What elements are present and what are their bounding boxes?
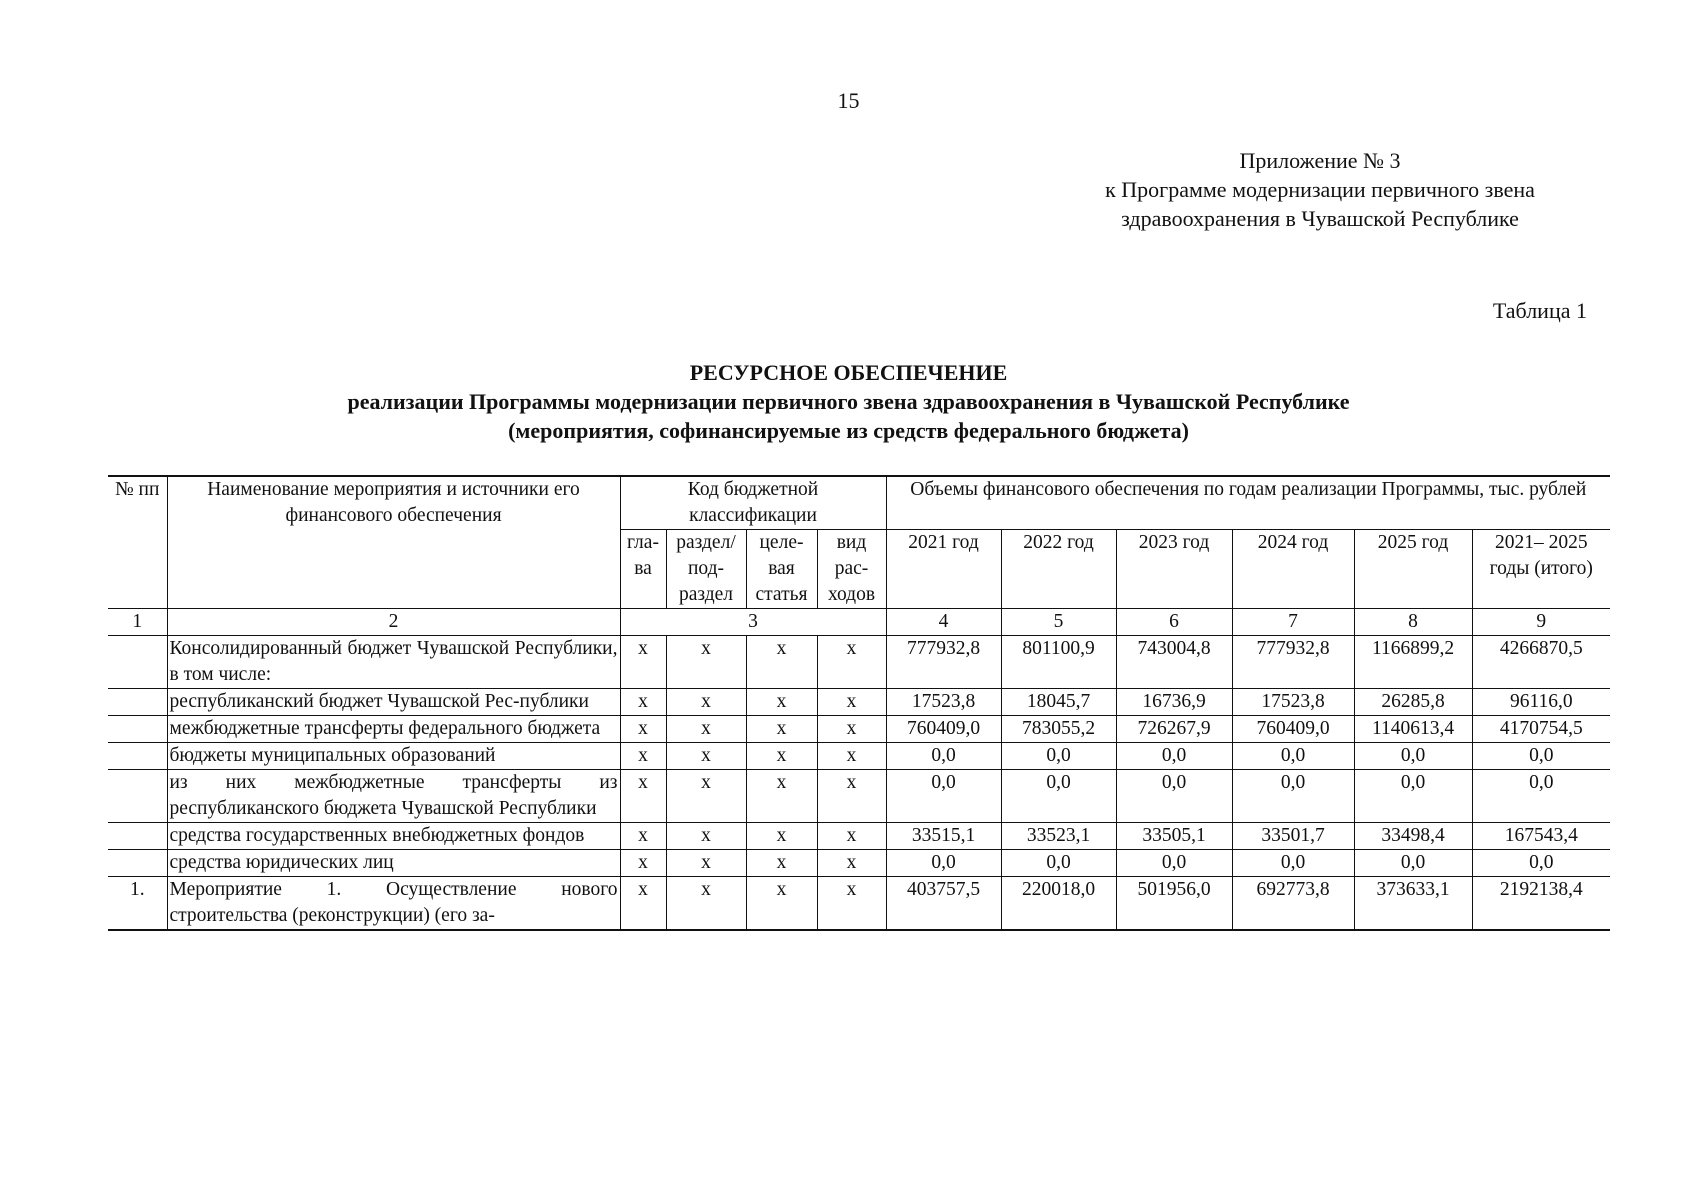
row-value: 17523,8 <box>886 689 1001 716</box>
table-row <box>108 770 1610 823</box>
table-row <box>108 689 1610 716</box>
row-code: х <box>620 689 666 716</box>
row-value: 96116,0 <box>1472 689 1610 716</box>
row-code: х <box>666 716 746 743</box>
header-year: 2024 год <box>1232 530 1354 609</box>
row-value: 0,0 <box>1232 770 1354 823</box>
row-code: х <box>620 877 666 931</box>
row-value: 783055,2 <box>1001 716 1116 743</box>
row-name: межбюджетные трансферты федерального бюджета <box>167 716 620 743</box>
row-number <box>108 770 167 823</box>
row-value: 18045,7 <box>1001 689 1116 716</box>
table-row <box>108 636 1610 689</box>
row-value: 692773,8 <box>1232 877 1354 931</box>
table-row <box>108 877 1610 931</box>
row-code: х <box>666 689 746 716</box>
row-value: 0,0 <box>1001 850 1116 877</box>
row-value: 760409,0 <box>886 716 1001 743</box>
row-number <box>108 823 167 850</box>
row-code: х <box>817 743 886 770</box>
row-code: х <box>746 877 817 931</box>
row-name: из них межбюджетные трансферты из республиканского бюджета Чувашской Республики <box>167 770 620 823</box>
header-year: 2021 год <box>886 530 1001 609</box>
column-number: 6 <box>1116 609 1232 636</box>
row-value: 0,0 <box>1001 770 1116 823</box>
row-value: 1140613,4 <box>1354 716 1472 743</box>
row-code: х <box>817 636 886 689</box>
row-code: х <box>746 823 817 850</box>
row-value: 0,0 <box>1116 770 1232 823</box>
row-value: 33498,4 <box>1354 823 1472 850</box>
header-num: № пп <box>108 476 167 609</box>
row-value: 0,0 <box>1354 850 1472 877</box>
page-number: 15 <box>837 88 860 113</box>
appendix-line: Приложение № 3 <box>1239 148 1401 173</box>
row-code: х <box>666 850 746 877</box>
header-year: 2021– 2025 годы (итого) <box>1472 530 1610 609</box>
resource-table <box>108 475 1610 931</box>
header-code-col: гла-ва <box>620 530 666 609</box>
row-code: х <box>620 770 666 823</box>
row-code: х <box>746 850 817 877</box>
column-number: 8 <box>1354 609 1472 636</box>
row-value: 167543,4 <box>1472 823 1610 850</box>
row-number <box>108 716 167 743</box>
table-row <box>108 823 1610 850</box>
row-value: 777932,8 <box>1232 636 1354 689</box>
row-code: х <box>620 636 666 689</box>
row-name: бюджеты муниципальных образований <box>167 743 620 770</box>
row-value: 0,0 <box>1472 850 1610 877</box>
header-code-col: вид рас-ходов <box>817 530 886 609</box>
row-code: х <box>817 689 886 716</box>
row-code: х <box>620 823 666 850</box>
row-value: 801100,9 <box>1001 636 1116 689</box>
row-value: 0,0 <box>1472 770 1610 823</box>
table-label: Таблица 1 <box>1492 298 1587 323</box>
row-value: 0,0 <box>1232 850 1354 877</box>
row-code: х <box>620 743 666 770</box>
table-row <box>108 743 1610 770</box>
row-code: х <box>817 877 886 931</box>
row-code: х <box>666 636 746 689</box>
header-funding-group: Объемы финансового обеспечения по годам реализации Программы, тыс. рублей <box>886 476 1610 530</box>
row-name: Консолидированный бюджет Чувашской Республики, в том числе: <box>167 636 620 689</box>
row-value: 0,0 <box>1116 743 1232 770</box>
row-value: 220018,0 <box>1001 877 1116 931</box>
row-number: 1. <box>108 877 167 931</box>
row-value: 33501,7 <box>1232 823 1354 850</box>
row-value: 4170754,5 <box>1472 716 1610 743</box>
header-code-col: целе-вая статья <box>746 530 817 609</box>
row-code: х <box>817 850 886 877</box>
appendix-line: к Программе модернизации первичного звена <box>1105 177 1535 202</box>
row-code: х <box>620 850 666 877</box>
row-value: 33523,1 <box>1001 823 1116 850</box>
row-value: 0,0 <box>1354 743 1472 770</box>
header-year: 2025 год <box>1354 530 1472 609</box>
row-number <box>108 850 167 877</box>
row-code: х <box>817 716 886 743</box>
row-value: 743004,8 <box>1116 636 1232 689</box>
row-value: 760409,0 <box>1232 716 1354 743</box>
row-number <box>108 689 167 716</box>
row-value: 33505,1 <box>1116 823 1232 850</box>
column-number: 5 <box>1001 609 1116 636</box>
column-number: 7 <box>1232 609 1354 636</box>
row-code: х <box>746 689 817 716</box>
row-value: 0,0 <box>886 850 1001 877</box>
row-code: х <box>746 636 817 689</box>
row-value: 2192138,4 <box>1472 877 1610 931</box>
appendix-note <box>1040 146 1600 233</box>
column-number: 9 <box>1472 609 1610 636</box>
document-title <box>0 358 1697 445</box>
row-value: 1166899,2 <box>1354 636 1472 689</box>
header-name: Наименование мероприятия и источники его финансового обеспечения <box>167 476 620 609</box>
row-value: 0,0 <box>1354 770 1472 823</box>
row-code: х <box>746 743 817 770</box>
table-row <box>108 850 1610 877</box>
row-code: х <box>817 823 886 850</box>
header-year: 2023 год <box>1116 530 1232 609</box>
header-code-group: Код бюджетной классификации <box>620 476 886 530</box>
title-line: РЕСУРСНОЕ ОБЕСПЕЧЕНИЕ <box>689 360 1008 385</box>
row-value: 0,0 <box>1001 743 1116 770</box>
row-value: 17523,8 <box>1232 689 1354 716</box>
row-value: 33515,1 <box>886 823 1001 850</box>
row-code: х <box>666 743 746 770</box>
row-number <box>108 743 167 770</box>
row-code: х <box>666 770 746 823</box>
row-code: х <box>746 770 817 823</box>
row-value: 16736,9 <box>1116 689 1232 716</box>
row-value: 0,0 <box>886 770 1001 823</box>
row-code: х <box>746 716 817 743</box>
row-value: 777932,8 <box>886 636 1001 689</box>
row-value: 0,0 <box>1472 743 1610 770</box>
row-number <box>108 636 167 689</box>
title-line: (мероприятия, софинансируемые из средств федерального бюджета) <box>508 418 1189 443</box>
row-name: средства юридических лиц <box>167 850 620 877</box>
column-number: 1 <box>108 609 167 636</box>
header-code-col: раздел/ под-раздел <box>666 530 746 609</box>
row-name: средства государственных внебюджетных фондов <box>167 823 620 850</box>
row-value: 403757,5 <box>886 877 1001 931</box>
row-name: Мероприятие 1. Осуществление нового строительства (реконструкции) (его за- <box>167 877 620 931</box>
row-value: 501956,0 <box>1116 877 1232 931</box>
row-code: х <box>817 770 886 823</box>
row-value: 0,0 <box>1232 743 1354 770</box>
row-value: 26285,8 <box>1354 689 1472 716</box>
row-value: 4266870,5 <box>1472 636 1610 689</box>
column-number: 2 <box>167 609 620 636</box>
title-line: реализации Программы модернизации первичного звена здравоохранения в Чувашской Республике <box>347 389 1350 414</box>
table-row <box>108 716 1610 743</box>
appendix-line: здравоохранения в Чувашской Республике <box>1121 206 1519 231</box>
row-code: х <box>620 716 666 743</box>
row-value: 0,0 <box>1116 850 1232 877</box>
row-value: 0,0 <box>886 743 1001 770</box>
row-code: х <box>666 823 746 850</box>
row-value: 726267,9 <box>1116 716 1232 743</box>
column-number: 3 <box>620 609 886 636</box>
column-number-row <box>108 609 1610 636</box>
row-code: х <box>666 877 746 931</box>
row-name: республиканский бюджет Чувашской Рес-публики <box>167 689 620 716</box>
row-value: 373633,1 <box>1354 877 1472 931</box>
header-year: 2022 год <box>1001 530 1116 609</box>
column-number: 4 <box>886 609 1001 636</box>
